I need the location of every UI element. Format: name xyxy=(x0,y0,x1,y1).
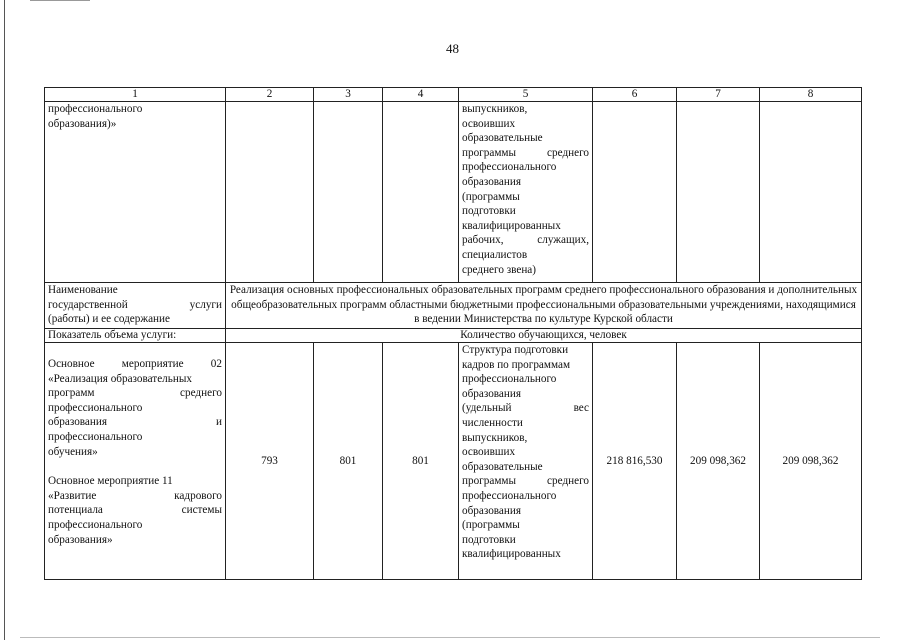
header-cell: 3 xyxy=(314,88,383,102)
text-line: программы среднего xyxy=(462,475,589,488)
text-line: профессионального xyxy=(462,373,557,386)
continuation-row xyxy=(45,102,862,283)
text-line: образования и xyxy=(48,416,222,429)
indicator-label-cell: Показатель объема услуги: xyxy=(45,329,226,343)
text-line: профессионального xyxy=(462,161,557,174)
measure-indicator-cell xyxy=(459,343,593,580)
text-line: (программы xyxy=(462,519,520,532)
text-line: образования xyxy=(462,175,522,188)
text-line: Наименование xyxy=(48,284,118,296)
value-cell-col4: 801 xyxy=(383,343,459,580)
service-label-cell xyxy=(45,283,226,329)
text-line: образования» xyxy=(48,533,113,546)
text-line: профессионального xyxy=(462,489,557,502)
text-line: образовательные xyxy=(462,460,543,473)
text-line: освоивших xyxy=(462,117,516,130)
text-line: «Реализация образовательных xyxy=(48,372,192,385)
text-line: рабочих, служащих, xyxy=(462,234,589,247)
header-row xyxy=(45,88,862,102)
continuation-name-cell xyxy=(45,102,226,283)
value-cell-col6: 218 816,530 xyxy=(593,343,677,580)
value-cell-col3: 801 xyxy=(314,343,383,580)
scan-left-edge xyxy=(4,0,5,640)
text-line: Структура подготовки xyxy=(462,344,569,356)
header-cell: 1 xyxy=(45,88,226,102)
continuation-indicator-cell xyxy=(459,102,593,283)
page-number: 48 xyxy=(446,41,459,56)
program-table xyxy=(44,87,862,580)
service-row xyxy=(45,283,862,329)
text-line: подготовки xyxy=(462,205,516,218)
measure-row xyxy=(45,343,862,580)
text-line: (работы) и ее содержание xyxy=(48,313,170,326)
indicator-row xyxy=(45,329,862,343)
empty-cell xyxy=(314,102,383,283)
header-cell: 4 xyxy=(383,88,459,102)
text-line: подготовки xyxy=(462,533,516,546)
value-cell-col7: 209 098,362 xyxy=(677,343,760,580)
text-line: Основное мероприятие 11 xyxy=(48,475,173,488)
value-cell-col8: 209 098,362 xyxy=(760,343,862,580)
scan-bottom-edge xyxy=(20,637,880,638)
text-line: численности xyxy=(462,416,523,429)
text-line: выпускников, xyxy=(462,103,528,115)
empty-cell xyxy=(593,102,677,283)
text-line: программ среднего xyxy=(48,387,222,400)
text-line: кадров по программам xyxy=(462,358,571,371)
text-line: образования)» xyxy=(48,117,117,130)
scan-top-mark xyxy=(30,0,90,1)
text-line: квалифицированных xyxy=(462,219,561,232)
header-cell: 5 xyxy=(459,88,593,102)
text-line: выпускников, xyxy=(462,431,528,444)
text-line: профессионального xyxy=(48,103,143,115)
text-line: (программы xyxy=(462,190,520,203)
header-cell: 2 xyxy=(226,88,314,102)
text-line: квалифицированных xyxy=(462,548,561,561)
text-line: освоивших xyxy=(462,446,516,459)
text-line: образования xyxy=(462,387,522,400)
text-line: специалистов xyxy=(462,248,528,261)
text-line: образования xyxy=(462,504,522,517)
text-line: профессионального xyxy=(48,518,143,531)
empty-cell xyxy=(226,102,314,283)
empty-cell xyxy=(760,102,862,283)
service-content-cell: Реализация основных профессиональных образовательных программ среднего профессионального образования и дополнительных общеобразовательных программ областными бюджетными профессиональными образовательными учреждениями, находящимися в ведении Министерства по культуре Курской области xyxy=(226,283,862,329)
text-line: образовательные xyxy=(462,132,543,145)
value-cell-col2: 793 xyxy=(226,343,314,580)
text-line: программы среднего xyxy=(462,146,589,159)
text-line: «Развитие кадрового xyxy=(48,489,222,502)
text-line: обучения» xyxy=(48,445,98,458)
text-line: профессионального xyxy=(48,430,143,443)
spacer xyxy=(48,459,222,474)
header-cell: 7 xyxy=(677,88,760,102)
text-line: среднего звена) xyxy=(462,263,537,276)
measure-name-cell xyxy=(45,343,226,580)
text-line: государственной услуги xyxy=(48,298,222,311)
text-line: Основное мероприятие 02 xyxy=(48,358,222,370)
empty-cell xyxy=(677,102,760,283)
header-cell: 8 xyxy=(760,88,862,102)
header-cell: 6 xyxy=(593,88,677,102)
indicator-value-cell: Количество обучающихся, человек xyxy=(226,329,862,343)
text-line: (удельный вес xyxy=(462,402,589,415)
text-line: профессионального xyxy=(48,401,143,414)
text-line: потенциала системы xyxy=(48,504,222,517)
empty-cell xyxy=(383,102,459,283)
